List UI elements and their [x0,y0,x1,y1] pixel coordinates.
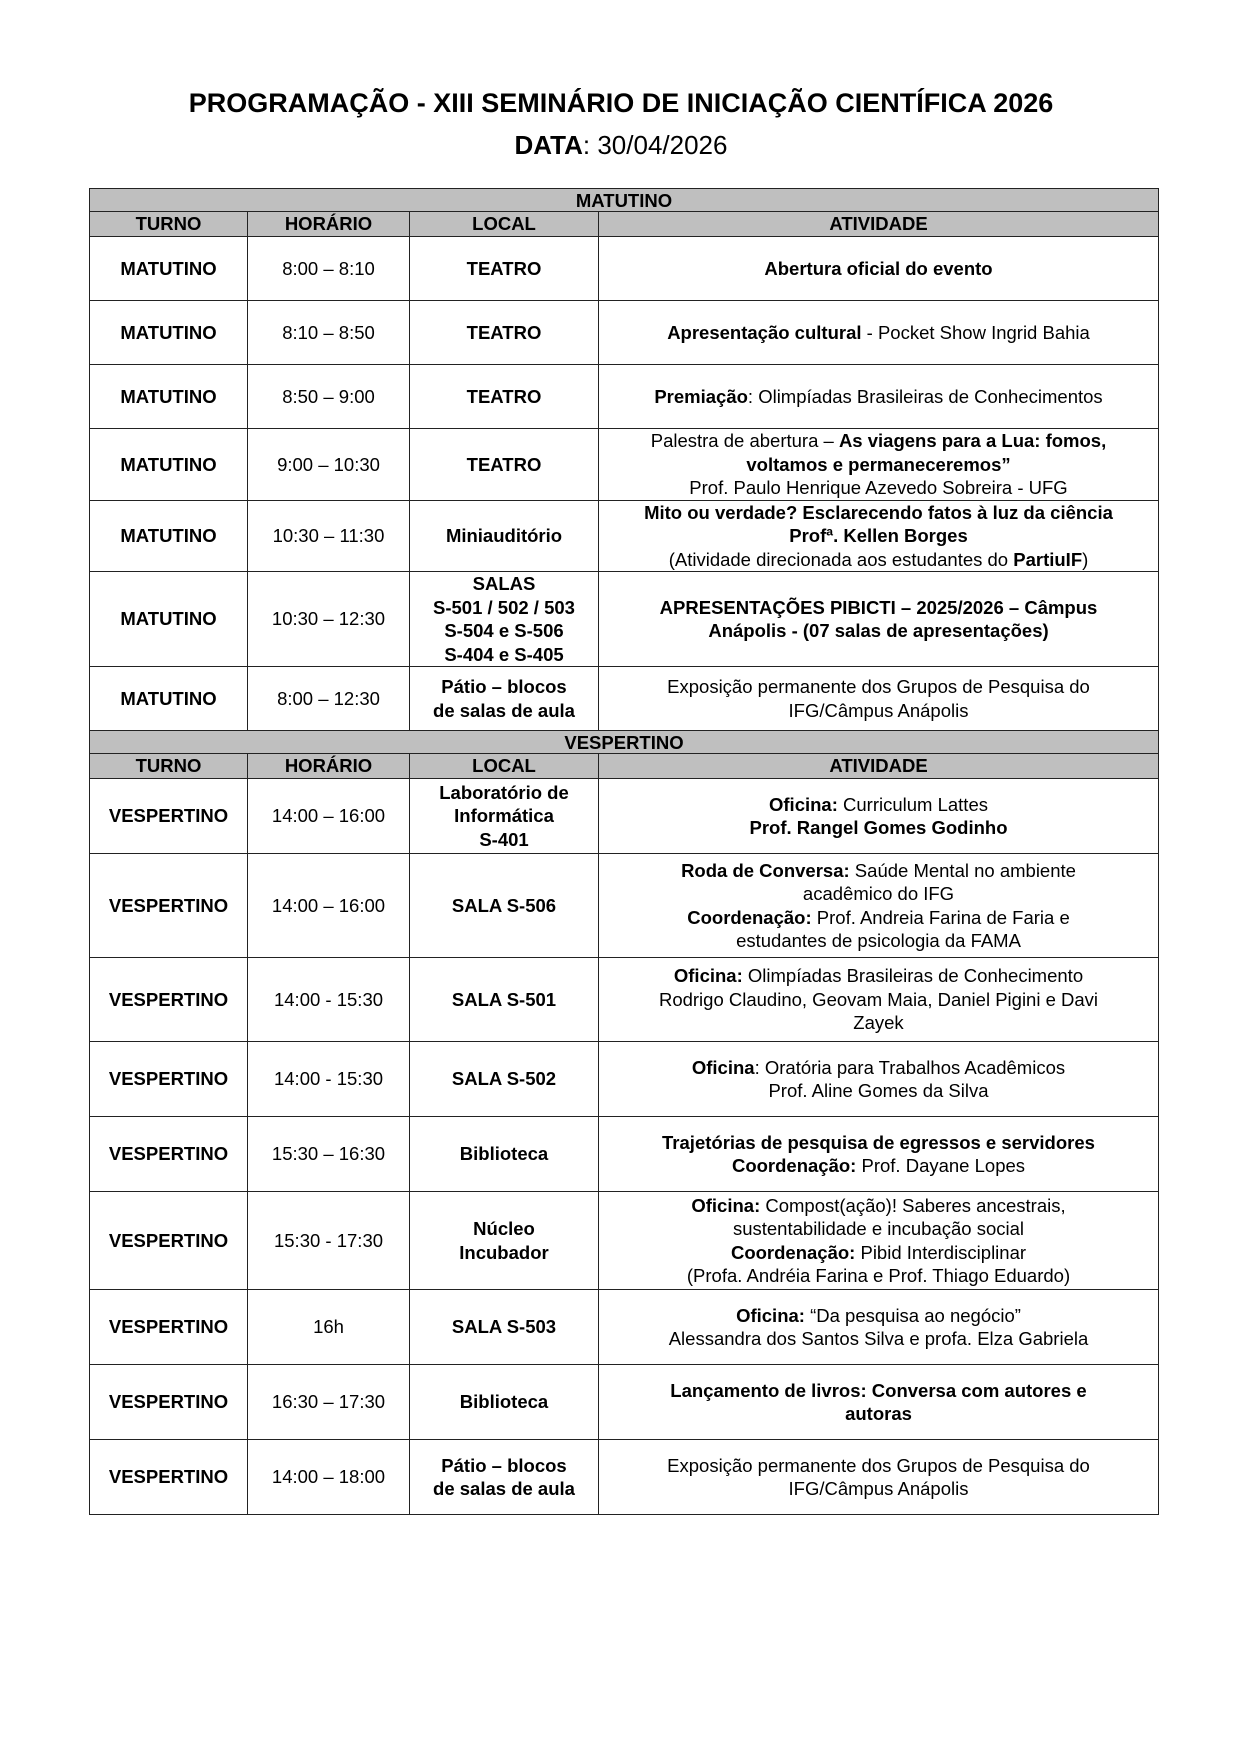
turno-cell: MATUTINO [90,429,248,501]
local-line: SALAS [472,573,536,594]
table-row [90,779,1159,854]
turno-cell: VESPERTINO [90,1042,248,1117]
atividade-bold-text: Trajetórias de pesquisa de egressos e servidores [662,1131,1095,1153]
local-cell [410,667,599,731]
atividade-bold-text: Abertura oficial do evento [764,257,993,279]
local-line: Biblioteca [459,1143,549,1165]
atividade-text: Exposição permanente dos Grupos de Pesquisa do [667,676,1090,697]
horario-cell: 8:10 – 8:50 [248,301,410,365]
local-cell [410,1440,599,1515]
table-row [90,1290,1159,1365]
local-line: Pátio – blocos [441,1454,567,1476]
turno-cell: VESPERTINO [90,854,248,958]
atividade-line [605,1402,1152,1426]
atividade-line [605,385,1152,409]
atividade-cell [599,854,1159,958]
atividade-bold-text: Lançamento de livros: Conversa com autores e [670,1379,1087,1401]
column-header-horario: HORÁRIO [248,212,410,237]
atividade-cell [599,779,1159,854]
local-line: TEATRO [466,453,542,475]
local-line: SALA S-503 [451,1316,557,1338]
atividade-line [605,699,1152,723]
atividade-bold-text: Coordenação: [730,1241,856,1263]
atividade-line [605,906,1152,930]
atividade-cell [599,572,1159,667]
horario-cell: 16h [248,1290,410,1365]
atividade-line [605,882,1152,906]
local-line: S-504 e S-506 [444,620,564,641]
local-cell [410,429,599,501]
column-header-row [90,754,1159,779]
atividade-text: : Oratória para Trabalhos Acadêmicos [754,1056,1066,1078]
atividade-text: Prof. Dayane Lopes [856,1155,1026,1176]
local-cell [410,500,599,572]
horario-cell: 8:00 – 12:30 [248,667,410,731]
atividade-bold-text: Anápolis - (07 salas de apresentações) [708,620,1049,641]
turno-cell: VESPERTINO [90,1440,248,1515]
horario-cell: 14:00 – 16:00 [248,854,410,958]
atividade-text: Alessandra dos Santos Silva e profa. Elza Gabriela [668,1328,1089,1349]
table-row [90,365,1159,429]
atividade-line [605,501,1152,525]
atividade-cell [599,667,1159,731]
atividade-bold-text: Profª. Kellen Borges [789,525,968,546]
turno-cell: VESPERTINO [90,1117,248,1192]
table-row [90,854,1159,958]
local-line: Laboratório de [439,781,569,803]
atividade-cell [599,958,1159,1042]
atividade-bold-text: As viagens para a Lua: fomos, [838,430,1107,451]
atividade-cell [599,1117,1159,1192]
local-line: Miniauditório [445,525,563,546]
atividade-bold-text: Oficina: [691,1194,761,1216]
atividade-cell [599,500,1159,572]
turno-cell: VESPERTINO [90,1192,248,1290]
atividade-text: Saúde Mental no ambiente [849,859,1076,881]
atividade-text: “Da pesquisa ao negócio” [804,1304,1021,1326]
atividade-text: Prof. Paulo Henrique Azevedo Sobreira - UFG [689,477,1068,498]
atividade-line [605,321,1152,345]
atividade-bold-text: Roda de Conversa: [681,859,850,881]
turno-cell: MATUTINO [90,301,248,365]
atividade-cell [599,301,1159,365]
atividade-text: - Pocket Show Ingrid Bahia [861,321,1090,343]
atividade-text: Rodrigo Claudino, Geovam Maia, Daniel Pigini e Davi [658,988,1099,1010]
atividade-line [605,524,1152,548]
atividade-line [605,816,1152,840]
local-line: Pátio – blocos [441,676,567,697]
local-line: TEATRO [466,385,542,407]
document-title: PROGRAMAÇÃO - XIII SEMINÁRIO DE INICIAÇÃO CIENTÍFICA 2026 [188,88,1054,118]
horario-cell: 14:00 – 16:00 [248,779,410,854]
column-header-local: LOCAL [410,754,599,779]
atividade-line [605,1327,1152,1351]
column-header-turno: TURNO [90,212,248,237]
section-band-vespertino [90,731,1159,754]
atividade-text: IFG/Câmpus Anápolis [788,699,969,721]
atividade-line [605,1194,1152,1218]
atividade-text: Palestra de abertura – [650,430,839,451]
horario-cell: 8:00 – 8:10 [248,237,410,301]
atividade-cell [599,1192,1159,1290]
local-line: de salas de aula [433,1478,575,1499]
atividade-text: Exposição permanente dos Grupos de Pesquisa do [667,1454,1090,1476]
atividade-cell [599,1365,1159,1440]
atividade-text: estudantes de psicologia da FAMA [736,930,1021,951]
atividade-line [605,1304,1152,1328]
atividade-line [605,964,1152,988]
schedule-table [89,188,1159,1515]
atividade-text: Zayek [853,1012,904,1034]
column-header-atividade: ATIVIDADE [599,212,1159,237]
local-line: S-404 e S-405 [444,643,564,665]
column-header-row [90,212,1159,237]
table-row [90,301,1159,365]
atividade-text: ) [1082,548,1089,570]
local-line: Informática [454,805,554,827]
local-cell [410,365,599,429]
local-line: Incubador [459,1241,549,1263]
local-line: S-501 / 502 / 503 [433,596,575,618]
turno-cell: MATUTINO [90,365,248,429]
atividade-line [605,1264,1152,1288]
local-cell [410,779,599,854]
horario-cell: 15:30 – 16:30 [248,1117,410,1192]
date-value: : 30/04/2026 [582,130,728,160]
atividade-text: : Olimpíadas Brasileiras de Conhecimentos [747,385,1103,407]
atividade-line [605,793,1152,817]
turno-cell: MATUTINO [90,572,248,667]
atividade-text: sustentabilidade e incubação social [732,1218,1025,1239]
atividade-line [605,929,1152,953]
horario-cell: 14:00 – 18:00 [248,1440,410,1515]
atividade-text: Curriculum Lattes [837,793,988,815]
turno-cell: MATUTINO [90,500,248,572]
atividade-text: Olimpíadas Brasileiras de Conhecimento [742,965,1084,987]
atividade-bold-text: Premiação [654,385,748,407]
local-line: TEATRO [466,321,542,343]
atividade-bold-text: PartiuIF [1013,548,1083,570]
local-cell [410,237,599,301]
atividade-text: Compost(ação)! Saberes ancestrais, [760,1194,1066,1216]
horario-cell: 8:50 – 9:00 [248,365,410,429]
atividade-bold-text: Apresentação cultural [667,321,862,343]
atividade-cell [599,1042,1159,1117]
atividade-line [605,1079,1152,1103]
table-row [90,237,1159,301]
table-row [90,1042,1159,1117]
section-band-matutino [90,189,1159,212]
atividade-text: (Profa. Andréia Farina e Prof. Thiago Eduardo) [686,1265,1071,1286]
atividade-line [605,1217,1152,1241]
turno-cell: VESPERTINO [90,779,248,854]
local-cell [410,1192,599,1290]
atividade-bold-text: Oficina: [673,965,743,987]
atividade-text: Pibid Interdisciplinar [855,1241,1027,1263]
atividade-text: (Atividade direcionada aos estudantes do [668,548,1014,570]
local-cell [410,1042,599,1117]
atividade-line [605,596,1152,620]
atividade-bold-text: Coordenação: [687,906,812,928]
horario-cell: 9:00 – 10:30 [248,429,410,501]
table-row [90,429,1159,501]
horario-cell: 15:30 - 17:30 [248,1192,410,1290]
atividade-line [605,1131,1152,1155]
atividade-line [605,257,1152,281]
column-header-horario: HORÁRIO [248,754,410,779]
column-header-turno: TURNO [90,754,248,779]
table-row [90,1365,1159,1440]
atividade-line [605,1241,1152,1265]
local-line: SALA S-501 [451,988,557,1010]
atividade-line [605,619,1152,643]
table-row [90,572,1159,667]
atividade-line [605,675,1152,699]
atividade-line [605,1011,1152,1035]
horario-cell: 14:00 - 15:30 [248,1042,410,1117]
horario-cell: 10:30 – 12:30 [248,572,410,667]
atividade-bold-text: APRESENTAÇÕES PIBICTI – 2025/2026 – Câmpus [659,596,1098,618]
local-line: de salas de aula [433,699,575,721]
atividade-line [605,476,1152,500]
date-label: DATA [514,130,583,160]
atividade-text: Prof. Aline Gomes da Silva [768,1080,989,1101]
atividade-line [605,453,1152,477]
table-row [90,667,1159,731]
atividade-line [605,1056,1152,1080]
turno-cell: MATUTINO [90,667,248,731]
atividade-bold-text: Oficina: [769,793,838,815]
atividade-cell [599,365,1159,429]
atividade-bold-text: Prof. Rangel Gomes Godinho [749,817,1008,838]
local-cell [410,854,599,958]
local-cell [410,958,599,1042]
atividade-bold-text: Oficina [691,1056,755,1078]
section-title: VESPERTINO [90,731,1159,754]
local-cell [410,1290,599,1365]
local-cell [410,301,599,365]
atividade-cell [599,1440,1159,1515]
atividade-bold-text: Coordenação: [731,1155,857,1176]
atividade-text: acadêmico do IFG [802,883,955,904]
local-line: S-401 [479,828,529,850]
local-line: Núcleo [473,1218,535,1239]
local-cell [410,572,599,667]
atividade-line [605,988,1152,1012]
column-header-local: LOCAL [410,212,599,237]
table-row [90,500,1159,572]
turno-cell: VESPERTINO [90,1365,248,1440]
local-line: Biblioteca [459,1391,549,1413]
atividade-bold-text: voltamos e permaneceremos” [746,453,1011,475]
atividade-cell [599,429,1159,501]
section-title: MATUTINO [90,189,1159,212]
atividade-line [605,859,1152,883]
table-row [90,1440,1159,1515]
atividade-line [605,1379,1152,1403]
table-row [90,1192,1159,1290]
atividade-bold-text: Mito ou verdade? Esclarecendo fatos à luz da ciência [644,501,1113,523]
local-cell [410,1117,599,1192]
local-cell [410,1365,599,1440]
atividade-cell [599,237,1159,301]
turno-cell: VESPERTINO [90,1290,248,1365]
atividade-text: Prof. Andreia Farina de Faria e [811,906,1070,928]
atividade-line [605,1154,1152,1178]
atividade-line [605,548,1152,572]
document-date [0,130,1242,161]
local-line: SALA S-506 [451,894,557,916]
table-row [90,1117,1159,1192]
atividade-cell [599,1290,1159,1365]
turno-cell: VESPERTINO [90,958,248,1042]
atividade-text: IFG/Câmpus Anápolis [788,1478,969,1499]
atividade-line [605,429,1152,453]
atividade-bold-text: Oficina: [736,1304,805,1326]
local-line: TEATRO [466,257,542,279]
local-line: SALA S-502 [451,1068,557,1090]
horario-cell: 10:30 – 11:30 [248,500,410,572]
atividade-line [605,1477,1152,1501]
column-header-atividade: ATIVIDADE [599,754,1159,779]
atividade-bold-text: autoras [845,1403,912,1424]
table-row [90,958,1159,1042]
turno-cell: MATUTINO [90,237,248,301]
atividade-line [605,1454,1152,1478]
horario-cell: 14:00 - 15:30 [248,958,410,1042]
horario-cell: 16:30 – 17:30 [248,1365,410,1440]
